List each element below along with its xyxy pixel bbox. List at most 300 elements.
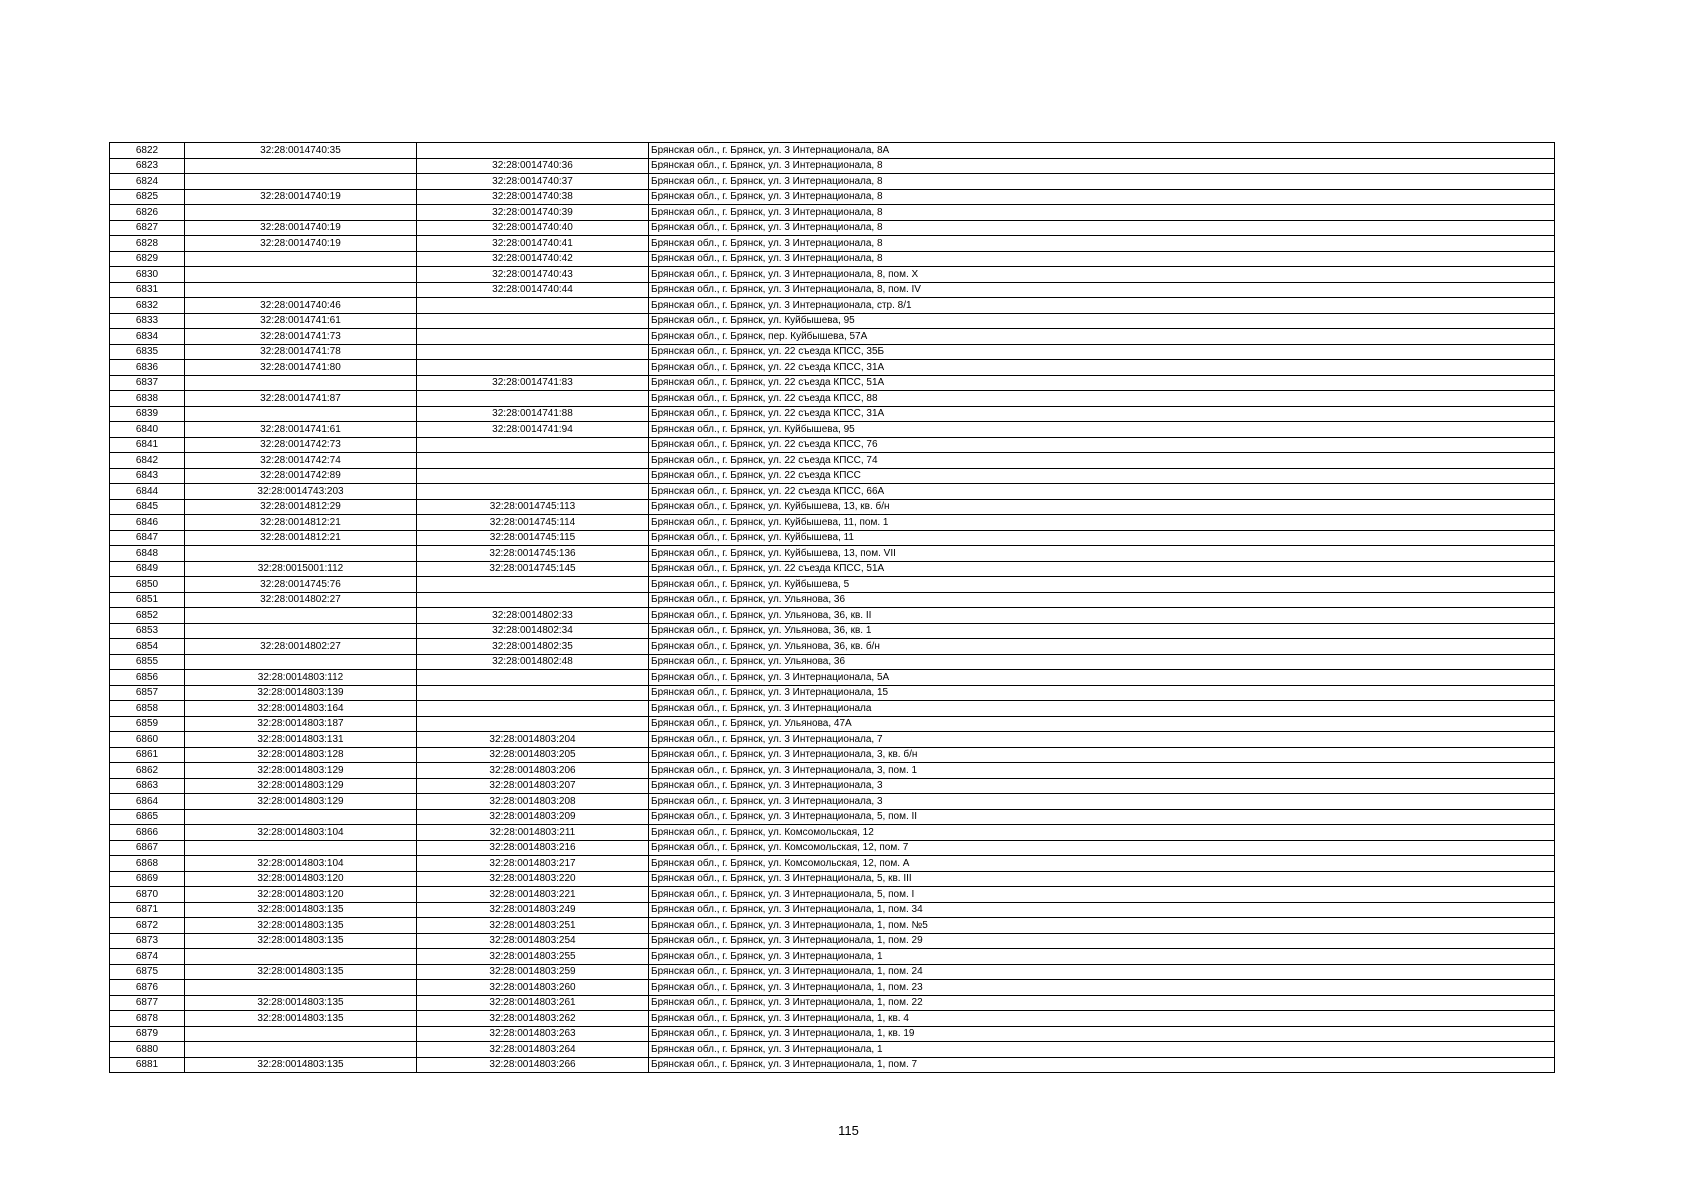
cadastral-number-cell: 32:28:0014803:120 bbox=[185, 887, 417, 903]
table-row bbox=[110, 608, 1555, 624]
row-number-cell: 6841 bbox=[110, 437, 185, 453]
address-cell: Брянская обл., г. Брянск, ул. Куйбышева, 95 bbox=[649, 422, 1555, 438]
address-cell: Брянская обл., г. Брянск, ул. Куйбышева, 11, пом. 1 bbox=[649, 515, 1555, 531]
table-row bbox=[110, 871, 1555, 887]
object-number-cell: 32:28:0014803:254 bbox=[417, 933, 649, 949]
object-number-cell: 32:28:0014740:41 bbox=[417, 236, 649, 252]
object-number-cell: 32:28:0014803:266 bbox=[417, 1057, 649, 1073]
row-number-cell: 6860 bbox=[110, 732, 185, 748]
cadastral-number-cell: 32:28:0014803:131 bbox=[185, 732, 417, 748]
address-cell: Брянская обл., г. Брянск, ул. 3 Интернационала, 3, пом. 1 bbox=[649, 763, 1555, 779]
row-number-cell: 6832 bbox=[110, 298, 185, 314]
object-number-cell: 32:28:0014803:264 bbox=[417, 1042, 649, 1058]
table-row bbox=[110, 964, 1555, 980]
cadastral-number-cell: 32:28:0014812:29 bbox=[185, 499, 417, 515]
row-number-cell: 6864 bbox=[110, 794, 185, 810]
cadastral-number-cell: 32:28:0014742:74 bbox=[185, 453, 417, 469]
address-cell: Брянская обл., г. Брянск, ул. 22 съезда КПСС, 76 bbox=[649, 437, 1555, 453]
cadastral-number-cell: 32:28:0014803:129 bbox=[185, 794, 417, 810]
table-row bbox=[110, 685, 1555, 701]
table-row bbox=[110, 530, 1555, 546]
object-number-cell: 32:28:0014803:261 bbox=[417, 995, 649, 1011]
address-cell: Брянская обл., г. Брянск, ул. 3 Интернационала, 8, пом. X bbox=[649, 267, 1555, 283]
table-row bbox=[110, 282, 1555, 298]
row-number-cell: 6865 bbox=[110, 809, 185, 825]
row-number-cell: 6878 bbox=[110, 1011, 185, 1027]
address-cell: Брянская обл., г. Брянск, ул. 3 Интернационала, 8 bbox=[649, 236, 1555, 252]
address-cell: Брянская обл., г. Брянск, ул. 22 съезда КПСС, 74 bbox=[649, 453, 1555, 469]
cadastral-number-cell: 32:28:0014741:87 bbox=[185, 391, 417, 407]
table-row bbox=[110, 623, 1555, 639]
table-row bbox=[110, 437, 1555, 453]
row-number-cell: 6867 bbox=[110, 840, 185, 856]
object-number-cell: 32:28:0014803:220 bbox=[417, 871, 649, 887]
table-row bbox=[110, 763, 1555, 779]
row-number-cell: 6822 bbox=[110, 143, 185, 159]
object-number-cell: 32:28:0014740:38 bbox=[417, 189, 649, 205]
row-number-cell: 6872 bbox=[110, 918, 185, 934]
object-number-cell: 32:28:0014803:208 bbox=[417, 794, 649, 810]
object-number-cell bbox=[417, 716, 649, 732]
cadastral-number-cell: 32:28:0014803:135 bbox=[185, 995, 417, 1011]
cadastral-number-cell: 32:28:0014740:19 bbox=[185, 189, 417, 205]
cadastral-number-cell: 32:28:0014812:21 bbox=[185, 515, 417, 531]
row-number-cell: 6858 bbox=[110, 701, 185, 717]
cadastral-number-cell: 32:28:0014740:46 bbox=[185, 298, 417, 314]
row-number-cell: 6874 bbox=[110, 949, 185, 965]
row-number-cell: 6859 bbox=[110, 716, 185, 732]
table-row bbox=[110, 856, 1555, 872]
table-row bbox=[110, 980, 1555, 996]
address-cell: Брянская обл., г. Брянск, ул. 3 Интернационала, 8, пом. IV bbox=[649, 282, 1555, 298]
address-cell: Брянская обл., г. Брянск, ул. Ульянова, 36, кв. 1 bbox=[649, 623, 1555, 639]
cadastral-number-cell: 32:28:0014741:78 bbox=[185, 344, 417, 360]
row-number-cell: 6877 bbox=[110, 995, 185, 1011]
object-number-cell bbox=[417, 329, 649, 345]
page-number: 115 bbox=[838, 1123, 859, 1138]
table-row bbox=[110, 809, 1555, 825]
table-row bbox=[110, 422, 1555, 438]
cadastral-number-cell bbox=[185, 174, 417, 190]
row-number-cell: 6871 bbox=[110, 902, 185, 918]
table-row bbox=[110, 143, 1555, 159]
cadastral-number-cell bbox=[185, 546, 417, 562]
cadastral-number-cell bbox=[185, 375, 417, 391]
object-number-cell: 32:28:0014740:36 bbox=[417, 158, 649, 174]
address-cell: Брянская обл., г. Брянск, ул. 22 съезда КПСС, 66А bbox=[649, 484, 1555, 500]
row-number-cell: 6875 bbox=[110, 964, 185, 980]
address-cell: Брянская обл., г. Брянск, ул. Ульянова, 36, кв. б/н bbox=[649, 639, 1555, 655]
row-number-cell: 6855 bbox=[110, 654, 185, 670]
row-number-cell: 6854 bbox=[110, 639, 185, 655]
address-cell: Брянская обл., г. Брянск, ул. 3 Интернационала, 1, пом. 29 bbox=[649, 933, 1555, 949]
object-number-cell bbox=[417, 313, 649, 329]
table-row bbox=[110, 918, 1555, 934]
cadastral-number-cell: 32:28:0014803:104 bbox=[185, 856, 417, 872]
object-number-cell: 32:28:0014802:35 bbox=[417, 639, 649, 655]
address-cell: Брянская обл., г. Брянск, ул. Комсомольская, 12, пом. А bbox=[649, 856, 1555, 872]
row-number-cell: 6831 bbox=[110, 282, 185, 298]
cadastral-number-cell: 32:28:0014803:135 bbox=[185, 918, 417, 934]
row-number-cell: 6845 bbox=[110, 499, 185, 515]
address-cell: Брянская обл., г. Брянск, ул. 3 Интернационала, 1, кв. 4 bbox=[649, 1011, 1555, 1027]
object-number-cell: 32:28:0014740:37 bbox=[417, 174, 649, 190]
table-row bbox=[110, 391, 1555, 407]
address-cell: Брянская обл., г. Брянск, ул. 3 Интернационала, 1, пом. 24 bbox=[649, 964, 1555, 980]
object-number-cell: 32:28:0014740:43 bbox=[417, 267, 649, 283]
row-number-cell: 6847 bbox=[110, 530, 185, 546]
row-number-cell: 6848 bbox=[110, 546, 185, 562]
address-cell: Брянская обл., г. Брянск, ул. Куйбышева, 13, кв. б/н bbox=[649, 499, 1555, 515]
address-cell: Брянская обл., г. Брянск, ул. 3 Интернационала, 5, пом. I bbox=[649, 887, 1555, 903]
address-cell: Брянская обл., г. Брянск, ул. 22 съезда КПСС, 35Б bbox=[649, 344, 1555, 360]
address-cell: Брянская обл., г. Брянск, ул. Комсомольская, 12, пом. 7 bbox=[649, 840, 1555, 856]
table-row bbox=[110, 1042, 1555, 1058]
table-row bbox=[110, 515, 1555, 531]
object-number-cell: 32:28:0014802:48 bbox=[417, 654, 649, 670]
table-row bbox=[110, 158, 1555, 174]
table-row bbox=[110, 189, 1555, 205]
object-number-cell: 32:28:0014803:249 bbox=[417, 902, 649, 918]
address-cell: Брянская обл., г. Брянск, ул. 3 Интернационала, 5А bbox=[649, 670, 1555, 686]
table-row bbox=[110, 499, 1555, 515]
address-cell: Брянская обл., г. Брянск, ул. 22 съезда КПСС, 51А bbox=[649, 561, 1555, 577]
address-cell: Брянская обл., г. Брянск, ул. 3 Интернационала, 8 bbox=[649, 189, 1555, 205]
cadastral-number-cell: 32:28:0014742:73 bbox=[185, 437, 417, 453]
cadastral-number-cell: 32:28:0014802:27 bbox=[185, 639, 417, 655]
address-cell: Брянская обл., г. Брянск, ул. 22 съезда КПСС, 31А bbox=[649, 406, 1555, 422]
object-number-cell: 32:28:0014740:39 bbox=[417, 205, 649, 221]
cadastral-number-cell: 32:28:0014803:135 bbox=[185, 933, 417, 949]
object-number-cell: 32:28:0014745:113 bbox=[417, 499, 649, 515]
table-row bbox=[110, 375, 1555, 391]
table-row bbox=[110, 577, 1555, 593]
table-row bbox=[110, 716, 1555, 732]
row-number-cell: 6868 bbox=[110, 856, 185, 872]
address-cell: Брянская обл., г. Брянск, ул. Комсомольская, 12 bbox=[649, 825, 1555, 841]
object-number-cell bbox=[417, 468, 649, 484]
object-number-cell bbox=[417, 143, 649, 159]
object-number-cell: 32:28:0014740:42 bbox=[417, 251, 649, 267]
address-cell: Брянская обл., г. Брянск, ул. 22 съезда КПСС, 51А bbox=[649, 375, 1555, 391]
cadastral-number-cell: 32:28:0014741:61 bbox=[185, 422, 417, 438]
object-number-cell bbox=[417, 484, 649, 500]
address-cell: Брянская обл., г. Брянск, ул. 3 Интернационала, 1 bbox=[649, 1042, 1555, 1058]
table-row bbox=[110, 639, 1555, 655]
table-row bbox=[110, 840, 1555, 856]
object-number-cell bbox=[417, 701, 649, 717]
cadastral-number-cell bbox=[185, 251, 417, 267]
object-number-cell bbox=[417, 670, 649, 686]
table-row bbox=[110, 592, 1555, 608]
row-number-cell: 6880 bbox=[110, 1042, 185, 1058]
object-number-cell: 32:28:0014803:263 bbox=[417, 1026, 649, 1042]
address-cell: Брянская обл., г. Брянск, ул. 22 съезда КПСС, 88 bbox=[649, 391, 1555, 407]
cadastral-number-cell bbox=[185, 654, 417, 670]
object-number-cell: 32:28:0014745:114 bbox=[417, 515, 649, 531]
address-cell: Брянская обл., г. Брянск, ул. 3 Интернационала, 1, пом. 23 bbox=[649, 980, 1555, 996]
address-cell: Брянская обл., г. Брянск, ул. Ульянова, 36 bbox=[649, 654, 1555, 670]
object-number-cell: 32:28:0014803:211 bbox=[417, 825, 649, 841]
table-row bbox=[110, 933, 1555, 949]
address-cell: Брянская обл., г. Брянск, ул. 3 Интернационала bbox=[649, 701, 1555, 717]
table-row bbox=[110, 267, 1555, 283]
object-number-cell bbox=[417, 298, 649, 314]
row-number-cell: 6866 bbox=[110, 825, 185, 841]
object-number-cell: 32:28:0014803:262 bbox=[417, 1011, 649, 1027]
address-cell: Брянская обл., г. Брянск, ул. 3 Интернационала, 1, пом. №5 bbox=[649, 918, 1555, 934]
row-number-cell: 6837 bbox=[110, 375, 185, 391]
object-number-cell: 32:28:0014803:259 bbox=[417, 964, 649, 980]
object-number-cell: 32:28:0014745:145 bbox=[417, 561, 649, 577]
cadastral-number-cell: 32:28:0014740:35 bbox=[185, 143, 417, 159]
address-cell: Брянская обл., г. Брянск, ул. 3 Интернационала, 5, кв. III bbox=[649, 871, 1555, 887]
object-number-cell: 32:28:0014803:251 bbox=[417, 918, 649, 934]
row-number-cell: 6851 bbox=[110, 592, 185, 608]
cadastral-number-cell bbox=[185, 406, 417, 422]
cadastral-number-cell bbox=[185, 623, 417, 639]
cadastral-number-cell bbox=[185, 949, 417, 965]
row-number-cell: 6881 bbox=[110, 1057, 185, 1073]
row-number-cell: 6846 bbox=[110, 515, 185, 531]
object-number-cell: 32:28:0014741:88 bbox=[417, 406, 649, 422]
row-number-cell: 6826 bbox=[110, 205, 185, 221]
row-number-cell: 6869 bbox=[110, 871, 185, 887]
row-number-cell: 6856 bbox=[110, 670, 185, 686]
row-number-cell: 6844 bbox=[110, 484, 185, 500]
address-cell: Брянская обл., г. Брянск, ул. 3 Интернационала, 3, кв. б/н bbox=[649, 747, 1555, 763]
cadastral-number-cell: 32:28:0014803:139 bbox=[185, 685, 417, 701]
cadastral-number-cell: 32:28:0014803:129 bbox=[185, 778, 417, 794]
cadastral-number-cell: 32:28:0014803:135 bbox=[185, 1057, 417, 1073]
table-row bbox=[110, 313, 1555, 329]
cadastral-number-cell: 32:28:0014743:203 bbox=[185, 484, 417, 500]
address-cell: Брянская обл., г. Брянск, ул. Ульянова, 36 bbox=[649, 592, 1555, 608]
object-number-cell: 32:28:0014803:209 bbox=[417, 809, 649, 825]
address-cell: Брянская обл., г. Брянск, ул. 3 Интернационала, 1, пом. 22 bbox=[649, 995, 1555, 1011]
cadastral-number-cell bbox=[185, 1026, 417, 1042]
object-number-cell bbox=[417, 437, 649, 453]
object-number-cell: 32:28:0014803:260 bbox=[417, 980, 649, 996]
table-row bbox=[110, 902, 1555, 918]
row-number-cell: 6863 bbox=[110, 778, 185, 794]
cadastral-number-cell: 32:28:0014803:135 bbox=[185, 902, 417, 918]
address-cell: Брянская обл., г. Брянск, ул. 22 съезда КПСС, 31А bbox=[649, 360, 1555, 376]
table-row bbox=[110, 360, 1555, 376]
cadastral-number-cell bbox=[185, 980, 417, 996]
row-number-cell: 6838 bbox=[110, 391, 185, 407]
table-row bbox=[110, 251, 1555, 267]
row-number-cell: 6827 bbox=[110, 220, 185, 236]
row-number-cell: 6824 bbox=[110, 174, 185, 190]
object-number-cell: 32:28:0014741:94 bbox=[417, 422, 649, 438]
object-number-cell: 32:28:0014745:115 bbox=[417, 530, 649, 546]
address-cell: Брянская обл., г. Брянск, ул. 3 Интернационала, 7 bbox=[649, 732, 1555, 748]
address-cell: Брянская обл., г. Брянск, ул. Ульянова, 47А bbox=[649, 716, 1555, 732]
cadastral-number-cell: 32:28:0014802:27 bbox=[185, 592, 417, 608]
cadastral-number-cell: 32:28:0014742:89 bbox=[185, 468, 417, 484]
table-row bbox=[110, 236, 1555, 252]
address-cell: Брянская обл., г. Брянск, ул. 3 Интернационала, 15 bbox=[649, 685, 1555, 701]
table-row bbox=[110, 670, 1555, 686]
cadastral-number-cell: 32:28:0014740:19 bbox=[185, 236, 417, 252]
table-row bbox=[110, 1026, 1555, 1042]
cadastral-table bbox=[109, 142, 1555, 1073]
address-cell: Брянская обл., г. Брянск, ул. 3 Интернационала, 1, пом. 34 bbox=[649, 902, 1555, 918]
table-row bbox=[110, 732, 1555, 748]
object-number-cell: 32:28:0014803:221 bbox=[417, 887, 649, 903]
cadastral-number-cell: 32:28:0014745:76 bbox=[185, 577, 417, 593]
row-number-cell: 6849 bbox=[110, 561, 185, 577]
address-cell: Брянская обл., г. Брянск, ул. Куйбышева, 11 bbox=[649, 530, 1555, 546]
table-row bbox=[110, 546, 1555, 562]
cadastral-number-cell bbox=[185, 267, 417, 283]
cadastral-number-cell: 32:28:0014741:80 bbox=[185, 360, 417, 376]
table-row bbox=[110, 778, 1555, 794]
address-cell: Брянская обл., г. Брянск, ул. 3 Интернационала, 8 bbox=[649, 174, 1555, 190]
cadastral-number-cell bbox=[185, 840, 417, 856]
row-number-cell: 6850 bbox=[110, 577, 185, 593]
address-cell: Брянская обл., г. Брянск, ул. Куйбышева, 95 bbox=[649, 313, 1555, 329]
cadastral-number-cell: 32:28:0014741:73 bbox=[185, 329, 417, 345]
row-number-cell: 6862 bbox=[110, 763, 185, 779]
cadastral-number-cell: 32:28:0014803:120 bbox=[185, 871, 417, 887]
address-cell: Брянская обл., г. Брянск, ул. 3 Интернационала, 8 bbox=[649, 205, 1555, 221]
table-row bbox=[110, 995, 1555, 1011]
object-number-cell bbox=[417, 577, 649, 593]
cadastral-number-cell: 32:28:0014803:104 bbox=[185, 825, 417, 841]
cadastral-number-cell: 32:28:0014803:128 bbox=[185, 747, 417, 763]
object-number-cell: 32:28:0014740:40 bbox=[417, 220, 649, 236]
cadastral-number-cell: 32:28:0014803:135 bbox=[185, 1011, 417, 1027]
table-body bbox=[110, 143, 1555, 1073]
address-cell: Брянская обл., г. Брянск, пер. Куйбышева, 57А bbox=[649, 329, 1555, 345]
row-number-cell: 6825 bbox=[110, 189, 185, 205]
cadastral-number-cell bbox=[185, 282, 417, 298]
address-cell: Брянская обл., г. Брянск, ул. Куйбышева, 5 bbox=[649, 577, 1555, 593]
table-row bbox=[110, 453, 1555, 469]
cadastral-number-cell: 32:28:0014740:19 bbox=[185, 220, 417, 236]
row-number-cell: 6839 bbox=[110, 406, 185, 422]
address-cell: Брянская обл., г. Брянск, ул. 3 Интернационала, стр. 8/1 bbox=[649, 298, 1555, 314]
row-number-cell: 6842 bbox=[110, 453, 185, 469]
table-row bbox=[110, 794, 1555, 810]
address-cell: Брянская обл., г. Брянск, ул. 3 Интернационала, 1, пом. 7 bbox=[649, 1057, 1555, 1073]
table-row bbox=[110, 747, 1555, 763]
object-number-cell bbox=[417, 453, 649, 469]
table-row bbox=[110, 468, 1555, 484]
cadastral-number-cell: 32:28:0014803:164 bbox=[185, 701, 417, 717]
row-number-cell: 6876 bbox=[110, 980, 185, 996]
table-row bbox=[110, 174, 1555, 190]
table-row bbox=[110, 701, 1555, 717]
object-number-cell bbox=[417, 592, 649, 608]
object-number-cell: 32:28:0014803:207 bbox=[417, 778, 649, 794]
object-number-cell: 32:28:0014803:205 bbox=[417, 747, 649, 763]
table-row bbox=[110, 949, 1555, 965]
cadastral-number-cell bbox=[185, 608, 417, 624]
cadastral-number-cell: 32:28:0014803:187 bbox=[185, 716, 417, 732]
object-number-cell: 32:28:0014803:204 bbox=[417, 732, 649, 748]
address-cell: Брянская обл., г. Брянск, ул. 3 Интернационала, 1 bbox=[649, 949, 1555, 965]
address-cell: Брянская обл., г. Брянск, ул. 3 Интернационала, 5, пом. II bbox=[649, 809, 1555, 825]
row-number-cell: 6873 bbox=[110, 933, 185, 949]
table-row bbox=[110, 298, 1555, 314]
row-number-cell: 6853 bbox=[110, 623, 185, 639]
object-number-cell: 32:28:0014802:34 bbox=[417, 623, 649, 639]
row-number-cell: 6879 bbox=[110, 1026, 185, 1042]
object-number-cell: 32:28:0014741:83 bbox=[417, 375, 649, 391]
address-cell: Брянская обл., г. Брянск, ул. Куйбышева, 13, пом. VII bbox=[649, 546, 1555, 562]
table-row bbox=[110, 220, 1555, 236]
table-row bbox=[110, 344, 1555, 360]
object-number-cell: 32:28:0014802:33 bbox=[417, 608, 649, 624]
row-number-cell: 6830 bbox=[110, 267, 185, 283]
object-number-cell: 32:28:0014803:216 bbox=[417, 840, 649, 856]
object-number-cell: 32:28:0014803:255 bbox=[417, 949, 649, 965]
object-number-cell: 32:28:0014803:217 bbox=[417, 856, 649, 872]
object-number-cell: 32:28:0014803:206 bbox=[417, 763, 649, 779]
cadastral-number-cell: 32:28:0014812:21 bbox=[185, 530, 417, 546]
object-number-cell: 32:28:0014740:44 bbox=[417, 282, 649, 298]
address-cell: Брянская обл., г. Брянск, ул. Ульянова, 36, кв. II bbox=[649, 608, 1555, 624]
table-row bbox=[110, 329, 1555, 345]
row-number-cell: 6828 bbox=[110, 236, 185, 252]
address-cell: Брянская обл., г. Брянск, ул. 22 съезда КПСС bbox=[649, 468, 1555, 484]
cadastral-number-cell: 32:28:0015001:112 bbox=[185, 561, 417, 577]
row-number-cell: 6843 bbox=[110, 468, 185, 484]
object-number-cell bbox=[417, 360, 649, 376]
cadastral-number-cell: 32:28:0014803:112 bbox=[185, 670, 417, 686]
cadastral-number-cell: 32:28:0014741:61 bbox=[185, 313, 417, 329]
row-number-cell: 6861 bbox=[110, 747, 185, 763]
address-cell: Брянская обл., г. Брянск, ул. 3 Интернационала, 8 bbox=[649, 158, 1555, 174]
object-number-cell bbox=[417, 685, 649, 701]
row-number-cell: 6857 bbox=[110, 685, 185, 701]
cadastral-number-cell bbox=[185, 809, 417, 825]
row-number-cell: 6870 bbox=[110, 887, 185, 903]
row-number-cell: 6833 bbox=[110, 313, 185, 329]
address-cell: Брянская обл., г. Брянск, ул. 3 Интернационала, 3 bbox=[649, 778, 1555, 794]
cadastral-number-cell: 32:28:0014803:129 bbox=[185, 763, 417, 779]
cadastral-number-cell bbox=[185, 158, 417, 174]
table-row bbox=[110, 654, 1555, 670]
table-row bbox=[110, 1011, 1555, 1027]
row-number-cell: 6840 bbox=[110, 422, 185, 438]
table-row bbox=[110, 205, 1555, 221]
cadastral-number-cell bbox=[185, 1042, 417, 1058]
object-number-cell bbox=[417, 344, 649, 360]
address-cell: Брянская обл., г. Брянск, ул. 3 Интернационала, 8 bbox=[649, 251, 1555, 267]
table-row bbox=[110, 406, 1555, 422]
address-cell: Брянская обл., г. Брянск, ул. 3 Интернационала, 8 bbox=[649, 220, 1555, 236]
cadastral-number-cell bbox=[185, 205, 417, 221]
row-number-cell: 6852 bbox=[110, 608, 185, 624]
address-cell: Брянская обл., г. Брянск, ул. 3 Интернационала, 8А bbox=[649, 143, 1555, 159]
object-number-cell: 32:28:0014745:136 bbox=[417, 546, 649, 562]
object-number-cell bbox=[417, 391, 649, 407]
row-number-cell: 6836 bbox=[110, 360, 185, 376]
cadastral-number-cell: 32:28:0014803:135 bbox=[185, 964, 417, 980]
table-row bbox=[110, 561, 1555, 577]
row-number-cell: 6834 bbox=[110, 329, 185, 345]
address-cell: Брянская обл., г. Брянск, ул. 3 Интернационала, 3 bbox=[649, 794, 1555, 810]
row-number-cell: 6829 bbox=[110, 251, 185, 267]
row-number-cell: 6823 bbox=[110, 158, 185, 174]
address-cell: Брянская обл., г. Брянск, ул. 3 Интернационала, 1, кв. 19 bbox=[649, 1026, 1555, 1042]
table-row bbox=[110, 1057, 1555, 1073]
table-row bbox=[110, 887, 1555, 903]
